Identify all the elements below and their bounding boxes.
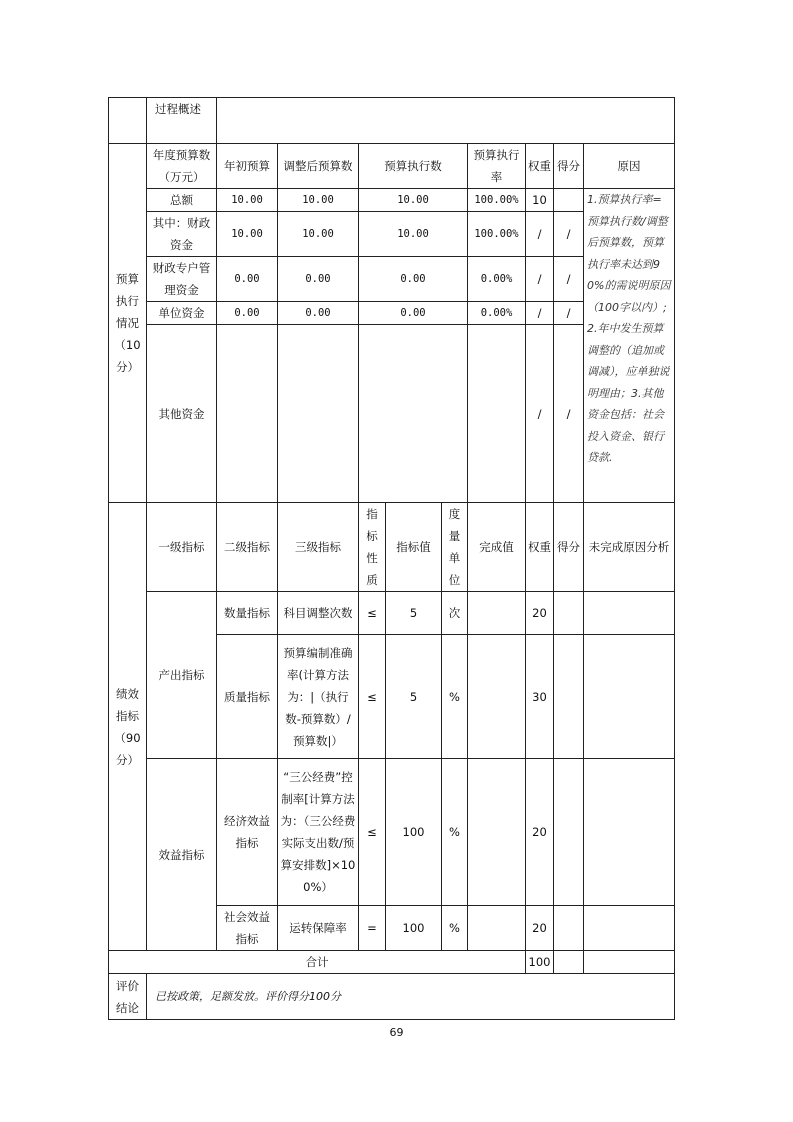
page-number: 69 (389, 1026, 404, 1039)
budget-executed (359, 325, 468, 503)
total-weight: 100 (526, 951, 554, 974)
level2-indicator: 社会效益指标 (217, 906, 278, 951)
indicator-value: 100 (386, 906, 442, 951)
level3-indicator: “三公经费”控制率[计算方法为：（三公经费实际支出数/预算安排数]×100%） (278, 759, 359, 906)
level3-indicator: 预算编制准确率(计算方法为：|（执行数-预算数）/预算数|） (278, 635, 359, 759)
indicator-nature: = (359, 906, 386, 951)
level2-indicator: 数量指标 (217, 592, 278, 635)
budget-initial: 10.00 (217, 212, 278, 257)
budget-rate: 100.00% (468, 212, 526, 257)
header-cell: 权重 (526, 144, 554, 189)
indicator-score (554, 635, 584, 759)
header-cell: 指标性质 (359, 503, 386, 592)
level1-indicator: 效益指标 (147, 759, 217, 951)
indicator-unit: 次 (442, 592, 468, 635)
header-cell: 得分 (554, 144, 584, 189)
performance-evaluation-table (108, 97, 675, 1020)
budget-weight: / (526, 257, 554, 302)
budget-rate: 0.00% (468, 302, 526, 325)
budget-weight: / (526, 325, 554, 503)
budget-adjusted: 10.00 (278, 212, 359, 257)
header-cell: 年度预算数（万元） (147, 144, 217, 189)
total-reason (584, 951, 675, 974)
indicator-nature: ≤ (359, 759, 386, 906)
indicator-value: 5 (386, 635, 442, 759)
budget-rate: 100.00% (468, 189, 526, 212)
level3-indicator: 运转保障率 (278, 906, 359, 951)
indicator-nature: ≤ (359, 592, 386, 635)
budget-initial: 0.00 (217, 302, 278, 325)
budget-weight: 10 (526, 189, 554, 212)
budget-executed: 10.00 (359, 212, 468, 257)
indicator-done (468, 635, 526, 759)
indicator-weight: 20 (526, 592, 554, 635)
conclusion-label: 评价结论 (109, 974, 147, 1020)
indicator-done (468, 759, 526, 906)
budget-row-name: 其中：财政资金 (147, 212, 217, 257)
indicator-weight: 30 (526, 635, 554, 759)
indicator-reason (584, 759, 675, 906)
header-cell: 指标值 (386, 503, 442, 592)
indicator-score (554, 906, 584, 951)
level3-indicator: 科目调整次数 (278, 592, 359, 635)
header-cell: 预算执行数 (359, 144, 468, 189)
budget-score: / (554, 302, 584, 325)
header-cell: 完成值 (468, 503, 526, 592)
indicator-reason (584, 906, 675, 951)
process-value (217, 98, 675, 144)
header-cell: 未完成原因分析 (584, 503, 675, 592)
header-cell: 一级指标 (147, 503, 217, 592)
indicator-unit: % (442, 635, 468, 759)
process-label: 过程概述 (147, 98, 217, 144)
budget-score: / (554, 257, 584, 302)
total-label: 合计 (109, 951, 526, 974)
header-cell: 三级指标 (278, 503, 359, 592)
budget-initial: 0.00 (217, 257, 278, 302)
performance-section-label: 绩效指标（90分） (109, 503, 147, 951)
indicator-done (468, 592, 526, 635)
budget-row-name: 单位资金 (147, 302, 217, 325)
indicator-unit: % (442, 759, 468, 906)
budget-row-name: 财政专户管理资金 (147, 257, 217, 302)
indicator-weight: 20 (526, 906, 554, 951)
budget-initial (217, 325, 278, 503)
level2-indicator: 经济效益指标 (217, 759, 278, 906)
budget-row-name: 其他资金 (147, 325, 217, 503)
indicator-reason (584, 635, 675, 759)
conclusion-text: 已按政策，足额发放。评价得分100分 (147, 974, 675, 1020)
budget-score: / (554, 212, 584, 257)
header-cell: 二级指标 (217, 503, 278, 592)
budget-score (554, 189, 584, 212)
budget-weight: / (526, 302, 554, 325)
indicator-value: 100 (386, 759, 442, 906)
header-cell: 得分 (554, 503, 584, 592)
header-cell: 预算执行率 (468, 144, 526, 189)
header-cell: 调整后预算数 (278, 144, 359, 189)
header-cell: 原因 (584, 144, 675, 189)
indicator-done (468, 906, 526, 951)
header-cell: 权重 (526, 503, 554, 592)
budget-rate: 0.00% (468, 257, 526, 302)
level1-indicator: 产出指标 (147, 592, 217, 759)
indicator-value: 5 (386, 592, 442, 635)
budget-rate (468, 325, 526, 503)
budget-section-label: 预算执行情况（10分） (109, 144, 147, 503)
indicator-score (554, 592, 584, 635)
indicator-score (554, 759, 584, 906)
level2-indicator: 质量指标 (217, 635, 278, 759)
header-cell: 度量单位 (442, 503, 468, 592)
budget-row-name: 总额 (147, 189, 217, 212)
indicator-weight: 20 (526, 759, 554, 906)
budget-initial: 10.00 (217, 189, 278, 212)
budget-adjusted: 10.00 (278, 189, 359, 212)
empty-cell (109, 98, 147, 144)
budget-executed: 0.00 (359, 257, 468, 302)
budget-score: / (554, 325, 584, 503)
budget-adjusted (278, 325, 359, 503)
budget-adjusted: 0.00 (278, 257, 359, 302)
budget-executed: 0.00 (359, 302, 468, 325)
budget-reason-note: 1.预算执行率=预算执行数/调整后预算数，预算执行率未达到90%的需说明原因（100字以内）;2.年中发生预算调整的（追加或调减），应单独说明理由；3.其他资金包括：社会投入资金、银行贷款. (584, 189, 675, 503)
total-score (554, 951, 584, 974)
indicator-nature: ≤ (359, 635, 386, 759)
budget-weight: / (526, 212, 554, 257)
header-cell: 年初预算 (217, 144, 278, 189)
budget-executed: 10.00 (359, 189, 468, 212)
indicator-unit: % (442, 906, 468, 951)
budget-adjusted: 0.00 (278, 302, 359, 325)
indicator-reason (584, 592, 675, 635)
